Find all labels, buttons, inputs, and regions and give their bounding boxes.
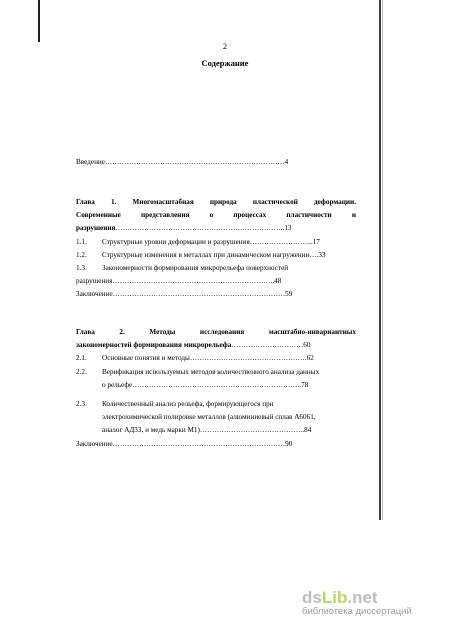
- toc-section-1-3-number: 1.3.: [76, 264, 87, 273]
- toc-section-1-3-title: Закономерности формирования микрорельефа поверхностей: [102, 264, 289, 273]
- toc-section-2-3-line-3: аналог АД33, и медь марки М1)……………………………………..84: [102, 426, 312, 435]
- toc-chapter-2: [76, 326, 356, 451]
- toc-section-2-2: [76, 366, 356, 379]
- toc-chapter-1-line-2: Современные представления о процессах пластичности и: [76, 211, 356, 220]
- toc-section-1-1-number: 1.1.: [76, 237, 87, 246]
- toc-section-1-2-title: Структурные изменения в металлах при динамическом нагружении….33: [102, 250, 326, 259]
- page-edge-right: [379, 0, 381, 520]
- toc-chapter-1-line-1: Глава 1. Многомасштабная природа пластической деформации.: [76, 198, 356, 206]
- toc-section-2-2-number: 2.2.: [76, 367, 87, 376]
- toc-section-1-1-title: Структурные уровни деформации и разрушения……………………...17: [102, 237, 320, 246]
- toc-section-1-3: [76, 262, 356, 275]
- logo-part-ds: ds: [302, 588, 322, 607]
- toc-chapter-1: [76, 196, 356, 302]
- toc-conclusion-1: Заключение………………………………………………………………59: [76, 290, 293, 299]
- toc-section-1-2-number: 1.2.: [76, 250, 87, 259]
- toc-section-2-3-title: Количественный анализ рельефа, формирующегося при: [102, 400, 274, 409]
- toc-section-2-3-number: 2.3.: [76, 400, 87, 409]
- toc-chapter-2-title-end: закономерностей формирования микрорельефа: [76, 341, 232, 350]
- dslib-watermark: [302, 588, 412, 617]
- toc-chapter-1-page: ……………………………………………………………..13: [115, 224, 292, 233]
- toc-intro: [76, 156, 356, 169]
- toc-chapter-2-line-2: [76, 339, 356, 352]
- toc-conclusion-2: Заключение………………………………………………………………90: [76, 439, 293, 448]
- toc-intro-text: Введение…………………………………………………………………4: [76, 158, 289, 166]
- dslib-subtitle: библиотека диссертаций: [302, 606, 412, 617]
- page-number: 2: [223, 42, 227, 51]
- logo-part-lib: Lib: [321, 588, 348, 607]
- toc-section-2-2-title: Верификация используемых методов количественного анализа данных: [102, 367, 320, 376]
- toc-chapter-2-page: …………………………60: [231, 341, 311, 350]
- toc-section-2-2-line-2: о рельефе……………………………………………………………..78: [102, 380, 309, 389]
- toc-section-2-3: [76, 398, 356, 411]
- toc-chapter-2-line-1: Глава 2. Методы исследования масштабно-инвариантных: [76, 328, 356, 336]
- toc-section-2-1: [76, 352, 356, 365]
- toc-chapter-1-line-3: [76, 222, 356, 235]
- page-title: Содержание: [201, 58, 249, 68]
- logo-part-net: .net: [347, 588, 378, 607]
- toc-section-2-1-title: Основные понятия и методы………………………………………….62: [102, 354, 314, 363]
- toc-section-2-3-line-2: электрохимической полировке металлов (алюминиевый сплав А6061,: [102, 413, 316, 422]
- toc-section-1-1: [76, 236, 356, 249]
- toc-section-1-2: [76, 249, 356, 262]
- toc-chapter-1-word: разрушения: [76, 224, 116, 233]
- page-edge-left: [38, 0, 40, 42]
- toc-section-1-3-line-2: разрушения…………………………………………………………..48: [76, 277, 282, 286]
- page-edge-shadow: [382, 0, 383, 520]
- toc-section-2-1-number: 2.1.: [76, 354, 87, 363]
- dslib-logo: [302, 588, 412, 608]
